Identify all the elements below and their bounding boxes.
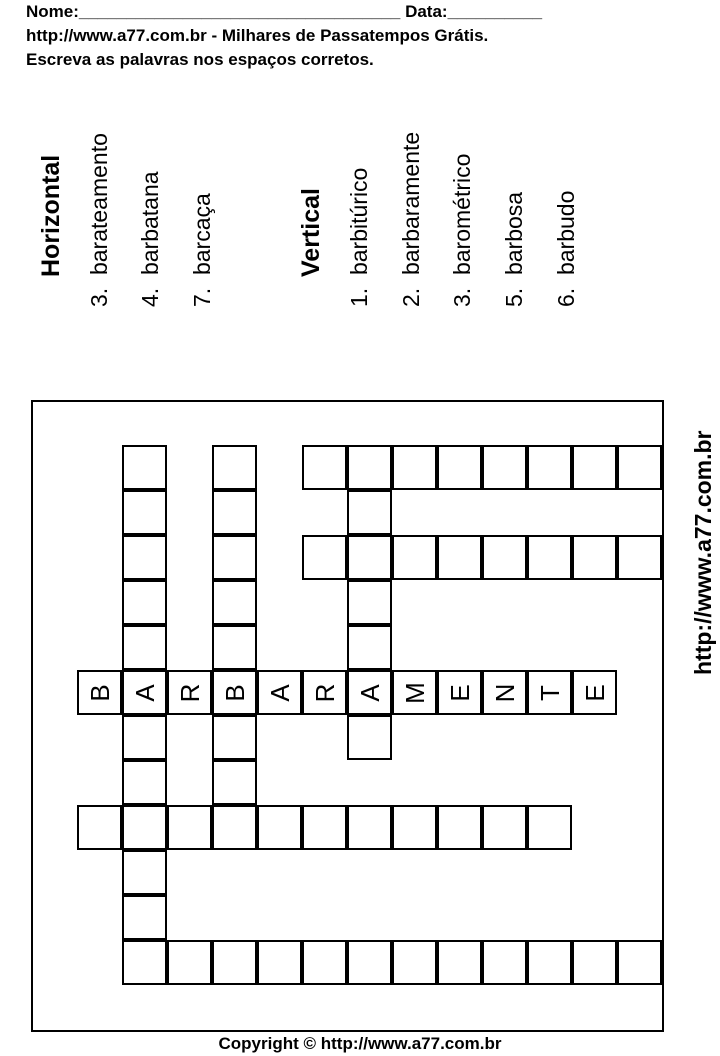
crossword-cell[interactable] xyxy=(437,805,482,850)
crossword-cell[interactable] xyxy=(122,805,167,850)
crossword-cell[interactable] xyxy=(527,535,572,580)
crossword-cell[interactable] xyxy=(572,445,617,490)
crossword-cell[interactable] xyxy=(122,850,167,895)
crossword-cell[interactable] xyxy=(212,940,257,985)
crossword-cell[interactable] xyxy=(257,805,302,850)
crossword-cell[interactable] xyxy=(302,535,347,580)
crossword-letter: A xyxy=(264,683,295,702)
crossword-letter: B xyxy=(84,683,115,702)
crossword-cell[interactable] xyxy=(392,940,437,985)
crossword-cell[interactable] xyxy=(77,670,122,715)
crossword-cell[interactable] xyxy=(572,940,617,985)
crossword-cell[interactable] xyxy=(617,535,662,580)
crossword-cell[interactable] xyxy=(617,445,662,490)
crossword-letter: E xyxy=(579,683,610,702)
crossword-letter: N xyxy=(489,683,520,702)
copyright: Copyright © http://www.a77.com.br xyxy=(218,1034,502,1053)
crossword-cell[interactable] xyxy=(122,625,167,670)
crossword-cell[interactable] xyxy=(617,940,662,985)
crossword-cell[interactable] xyxy=(122,670,167,715)
crossword-cell[interactable] xyxy=(392,445,437,490)
crossword-cell[interactable] xyxy=(347,805,392,850)
crossword-cell[interactable] xyxy=(392,805,437,850)
crossword-cell[interactable] xyxy=(392,535,437,580)
crossword-cell[interactable] xyxy=(212,490,257,535)
crossword-cell[interactable] xyxy=(437,535,482,580)
crossword-cell[interactable] xyxy=(212,805,257,850)
crossword-cell[interactable] xyxy=(212,625,257,670)
crossword-letter: B xyxy=(219,683,250,702)
crossword-cell[interactable] xyxy=(437,670,482,715)
crossword-cell[interactable] xyxy=(347,535,392,580)
crossword-cell[interactable] xyxy=(212,445,257,490)
crossword-cell[interactable] xyxy=(212,670,257,715)
crossword-cell[interactable] xyxy=(302,940,347,985)
crossword-cell[interactable] xyxy=(347,625,392,670)
crossword-cell[interactable] xyxy=(77,805,122,850)
crossword-cell[interactable] xyxy=(122,715,167,760)
crossword-cell[interactable] xyxy=(572,670,617,715)
crossword-cell[interactable] xyxy=(167,670,212,715)
crossword-cell[interactable] xyxy=(257,940,302,985)
crossword-cell[interactable] xyxy=(212,760,257,805)
crossword-cell[interactable] xyxy=(527,805,572,850)
crossword-cell[interactable] xyxy=(302,670,347,715)
crossword-letter: A xyxy=(129,683,160,702)
crossword-cell[interactable] xyxy=(122,445,167,490)
crossword-letter: R xyxy=(174,683,205,702)
crossword-cell[interactable] xyxy=(302,805,347,850)
crossword-cell[interactable] xyxy=(302,445,347,490)
crossword-cell[interactable] xyxy=(572,535,617,580)
crossword-cell[interactable] xyxy=(347,580,392,625)
crossword-letter: T xyxy=(534,684,565,701)
site-line: http://www.a77.com.br - Milhares de Passatempos Grátis. xyxy=(26,26,489,45)
crossword-cell[interactable] xyxy=(527,445,572,490)
crossword-cell[interactable] xyxy=(482,805,527,850)
crossword-cell[interactable] xyxy=(347,670,392,715)
crossword-cell[interactable] xyxy=(122,535,167,580)
crossword-cell[interactable] xyxy=(347,715,392,760)
crossword-cell[interactable] xyxy=(122,490,167,535)
crossword-letter: R xyxy=(309,683,340,702)
crossword-cell[interactable] xyxy=(482,670,527,715)
name-date-line: Nome:__________________________________ Data:__________ xyxy=(26,2,543,21)
crossword-cell[interactable] xyxy=(347,445,392,490)
crossword-cell[interactable] xyxy=(167,805,212,850)
crossword-cell[interactable] xyxy=(122,760,167,805)
crossword-cell[interactable] xyxy=(392,670,437,715)
crossword-cell[interactable] xyxy=(482,940,527,985)
crossword-cell[interactable] xyxy=(122,895,167,940)
crossword-cell[interactable] xyxy=(527,940,572,985)
crossword-cell[interactable] xyxy=(347,490,392,535)
crossword-cell[interactable] xyxy=(122,580,167,625)
crossword-cell[interactable] xyxy=(437,940,482,985)
crossword-cell[interactable] xyxy=(212,535,257,580)
crossword-cell[interactable] xyxy=(212,580,257,625)
instruction-text: Escreva as palavras nos espaços corretos. xyxy=(26,50,374,69)
crossword-letter: M xyxy=(399,681,430,704)
crossword-cell[interactable] xyxy=(482,445,527,490)
crossword-cell[interactable] xyxy=(527,670,572,715)
crossword-cell[interactable] xyxy=(212,715,257,760)
crossword-cell[interactable] xyxy=(437,445,482,490)
crossword-cell[interactable] xyxy=(167,940,212,985)
crossword-cell[interactable] xyxy=(482,535,527,580)
crossword-cell[interactable] xyxy=(122,940,167,985)
crossword-letter: A xyxy=(354,683,385,702)
crossword-cell[interactable] xyxy=(347,940,392,985)
crossword-letter: E xyxy=(444,683,475,702)
crossword-cell[interactable] xyxy=(257,670,302,715)
